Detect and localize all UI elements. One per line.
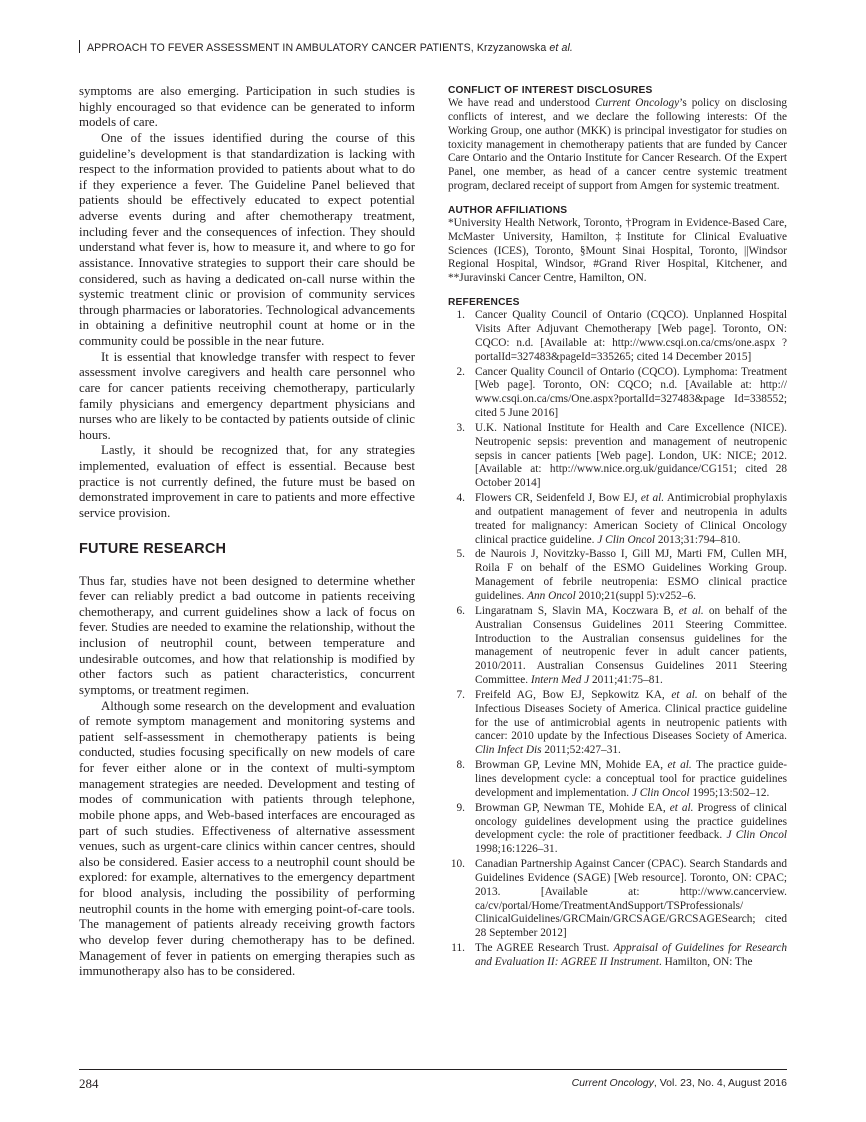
reference-citation: 2011;41:75–81.: [589, 674, 663, 687]
reference-item: [448, 548, 787, 603]
reference-number: 7.: [456, 688, 465, 701]
reference-text: Cancer Quality Council of Ontario (CQCO). Lymphoma: Treatment [Web page]. Toronto, ON: CQCO; n.d. [Available at: http:// www.csqi.on.ca/cms/One.aspx?portalId=327483&page Id=338552; cited 5 June 2016]: [475, 365, 787, 420]
running-head-etal: et al.: [549, 42, 573, 54]
heading-conflict-of-interest: CONFLICT OF INTEREST DISCLOSURES: [448, 85, 653, 96]
footer-rule: [79, 1069, 787, 1070]
reference-text: U.K. National Institute for Health and Care Excellence (NICE). Neutropenic sepsis: prevention and management of neutropenic sepsis in cancer patients [Web page]. London, UK: NICE; 2012. [Available at: http://www.nice.org.uk/guidance/CG151; cited 28 October 2014]: [475, 421, 787, 490]
reference-journal: J Clin Oncol: [631, 786, 690, 799]
header-divider: [79, 40, 80, 53]
reference-number: 6.: [456, 604, 465, 617]
reference-number: 1.: [456, 309, 465, 322]
running-head-title: APPROACH TO FEVER ASSESSMENT IN AMBULATORY CANCER PATIENTS,: [87, 42, 474, 54]
reference-citation: 2010;21(suppl 5):v252–6.: [575, 590, 696, 602]
paragraph-evaluation: Lastly, it should be recognized that, for any strategies implemented, evaluation of effect is essential. Because best practice is not currently defined, the future must be based on demonstrated improvement in care to patients and more effective service provision.: [79, 443, 415, 520]
reference-text: Browman GP, Levine MN, Mohide EA,: [475, 759, 668, 772]
reference-text: The practice guidelines development cycle: a conceptual tool for practice guidelines development and implementation.: [475, 759, 787, 799]
reference-text: . Hamilton, ON: The: [658, 955, 753, 968]
reference-journal: Clin Infect Dis: [475, 744, 542, 757]
heading-references: REFERENCES: [448, 297, 520, 309]
heading-author-affiliations: AUTHOR AFFILIATIONS: [448, 204, 568, 216]
reference-number: 10.: [450, 858, 465, 871]
reference-italic: et al.: [671, 688, 698, 701]
reference-title: Appraisal of Guidelines for Research and Evaluation II: AGREE II Instrument: [475, 942, 787, 968]
reference-journal: Intern Med J: [530, 674, 590, 687]
paragraph-continued: symptoms are also emerging. Participation in such studies is highly encouraged so that evidence can be generated to inform models of care.: [79, 84, 415, 130]
reference-citation: 2011;52:427–31.: [541, 744, 621, 757]
right-column: [448, 84, 787, 971]
reference-item: [448, 366, 787, 421]
reference-italic: et al.: [678, 604, 704, 617]
coi-text-end: ’s policy on disclosing conflicts of interest, and we declare the following interests: Of the Working Group, one author (MKK) is principal investigator for studies on toxicity management in chemotherapy patients that are funded by Cancer Care Ontario and the Ontario Institute for Cancer Research. Of the Expert Panel, one member, as head of a cancer centre systemic treatment program, declared receipt of support from Amgen for systemic treatment.: [448, 97, 788, 193]
paragraph-future-studies: Thus far, studies have not been designed to determine whether fever can reliably predict a bad outcome in patients receiving chemotherapy, and current guidelines show a lack of focus on fever. Studies are needed to examine the relationship, without the inclusion of neutrophil count, between temperature and undesirable outcomes, and how that relationship is modified by other factors such as patient characteristics, concurrent symptoms, or treatment regimen.: [79, 573, 415, 697]
reference-item: [448, 858, 787, 941]
paragraph-conflict-of-interest: [448, 97, 787, 194]
running-head: [79, 40, 787, 54]
reference-item: [448, 759, 787, 801]
paragraph-remote-management: Although some research on the development and evaluation of remote symptom management and monitoring systems and patient self-assessment in chemotherapy patients is being conducted, studies focusing specifically on new models of care for fever either alone or in the context of multi-symptom management strategies are needed. Development and testing of modes of communication with patients through telephone, mobile phone apps, and Web-based interfaces are encouraged as part of such studies. Effectiveness of alternative assessment venues, such as urgent-care clinics within cancer centres, should also be considered. Easier access to a neutrophil count should be explored: for example, alternatives to the emergency department for blood analysis, including the possibility of performing neutrophil counts in the home with emerging point-of-care tools. The management of patients already receiving growth factors who develop fever during chemotherapy has to be defined. Management of fever in patients on emerging therapies such as immunotherapy also has to be considered.: [79, 698, 415, 979]
reference-text: Progress of clinical oncology guidelines development using the practice guidelines development cycle: the role of practitioner feedback.: [475, 801, 787, 842]
paragraph-standardization: One of the issues identified during the course of this guideline’s development is that standardization is lacking with respect to the information provided to patients about what to do if they experience a fever. The Guideline Panel believed that patients should be effectively educated to expect potential adverse events during and after chemotherapy treatment, including fever and the consequences of infection. They should understand what fever is, how to measure it, and where to go for assistance. Innovative strategies to support their care should be considered, such as having a dedicated on-call nurse within the systemic treatment clinic or provision of community services through pharmacies or laboratories. Technological advancements in obtaining a definitive neutrophil count at home or in the community could be possible in the near future.: [79, 130, 415, 348]
reference-text: Lingaratnam S, Slavin MA, Koczwara B,: [475, 604, 679, 617]
reference-number: 2.: [456, 365, 465, 378]
reference-number: 8.: [456, 759, 465, 772]
reference-text: on behalf of the Infectious Diseases Society of America. Clinical practice guideline for the use of antimicrobial agents in neutropenic patients with cancer: 2010 update by the Infectious Diseases Society of America.: [475, 688, 787, 743]
reference-italic: et al.: [669, 801, 694, 814]
left-column: [79, 84, 415, 980]
reference-citation: 1998;16:1226–31.: [475, 843, 558, 856]
reference-item: [448, 422, 787, 491]
reference-number: 11.: [451, 942, 465, 955]
reference-text: de Naurois J, Novitzky-Basso I, Gill MJ, Marti FM, Cullen MH, Roila F on behalf of the ESMO Guidelines Working Group. Management of febrile neutropenia: ESMO clinical practice guidelines.: [475, 548, 787, 602]
reference-citation: 1995;13:502–12.: [689, 786, 770, 799]
paragraph-affiliations: *University Health Network, Toronto, †Program in Evidence-Based Care, McMaster University, Hamilton, ‡Institute for Clinical Evaluative Sciences (ICES), Toronto, §Mount Sinai Hospital, Toronto, ||Windsor Regional Hospital, Windsor, #Grand River Hospital, Kitchener, and **Juravinski Cancer Centre, Hamilton, ON.: [448, 216, 787, 285]
heading-future-research: FUTURE RESEARCH: [79, 540, 227, 557]
reference-number: 5.: [456, 548, 465, 561]
running-head-authors: Krzyzanowska: [476, 42, 547, 54]
reference-text: Cancer Quality Council of Ontario (CQCO). Unplanned Hospital Visits After Adjuvant Chemotherapy [Web page]. Toronto, ON: CQCO: n.d. [Available at: http://www.csqi.on.ca/cms/one.aspx ?portalId=327483&pageId=335265; cited 14 December 2015]: [475, 309, 787, 363]
reference-journal: J Clin Oncol: [726, 829, 788, 842]
reference-number: 4.: [456, 492, 465, 505]
reference-text: Freifeld AG, Bow EJ, Sepkowitz KA,: [475, 688, 672, 701]
reference-item: [448, 689, 787, 758]
reference-item: [448, 942, 787, 970]
reference-text: Canadian Partnership Against Cancer (CPAC). Search Standards and Guidelines Evidence (SAGE) [Web resource]. Toronto, ON: CPAC; 2013. [Available at: http://www.cancerview. ca/cv/portal/Home/TreatmentAndSupport/TSProfessionals/ ClinicalGuidelines/GRCMain/GRCSAGE/GRCSAGESearch; cited 28 September 2012]: [475, 858, 787, 940]
reference-text: The AGREE Research Trust.: [475, 942, 614, 955]
journal-footer: [572, 1077, 787, 1089]
reference-item: [448, 492, 787, 547]
reference-text: Antimicrobial prophylaxis and outpatient management of fever and neutropenia in adults treated for malignancy: American Society of Clinical Oncology clinical practice guideline.: [475, 492, 788, 546]
reference-italic: et al.: [640, 492, 665, 505]
reference-text: on behalf of the Australian Consensus Guidelines 2011 Steering Committee. Introduction to the Australian consensus guidelines for the management of neutropenic fever in adult cancer patients, 2010/2011. Australian Consensus Guidelines 2011 Steering Committee.: [475, 604, 788, 687]
coi-journal-name: Current Oncology: [594, 97, 680, 109]
reference-citation: 2013;31:794–810.: [655, 533, 741, 546]
reference-text: Flowers CR, Seidenfeld J, Bow EJ,: [475, 492, 641, 505]
reference-italic: et al.: [667, 759, 692, 772]
reference-item: [448, 605, 787, 688]
reference-number: 9.: [456, 801, 465, 814]
journal-issue: , Vol. 23, No. 4, August 2016: [653, 1077, 787, 1089]
reference-item: [448, 802, 787, 857]
journal-name: Current Oncology: [571, 1077, 654, 1089]
reference-number: 3.: [456, 421, 465, 434]
page-number: 284: [79, 1076, 99, 1091]
paragraph-knowledge-transfer: It is essential that knowledge transfer with respect to fever assessment involve caregivers and health care personnel who care for cancer patients receiving chemotherapy, particularly family physicians and emergency department physicians and nurses who are likely to be contacted by patients outside of clinic hours.: [79, 349, 415, 442]
coi-text-start: We have read and understood: [448, 97, 595, 109]
reference-journal: J Clin Oncol: [597, 533, 656, 546]
reference-journal: Ann Oncol: [527, 590, 576, 602]
reference-item: [448, 309, 787, 364]
reference-list: [448, 309, 787, 970]
reference-text: Browman GP, Newman TE, Mohide EA,: [475, 801, 670, 814]
